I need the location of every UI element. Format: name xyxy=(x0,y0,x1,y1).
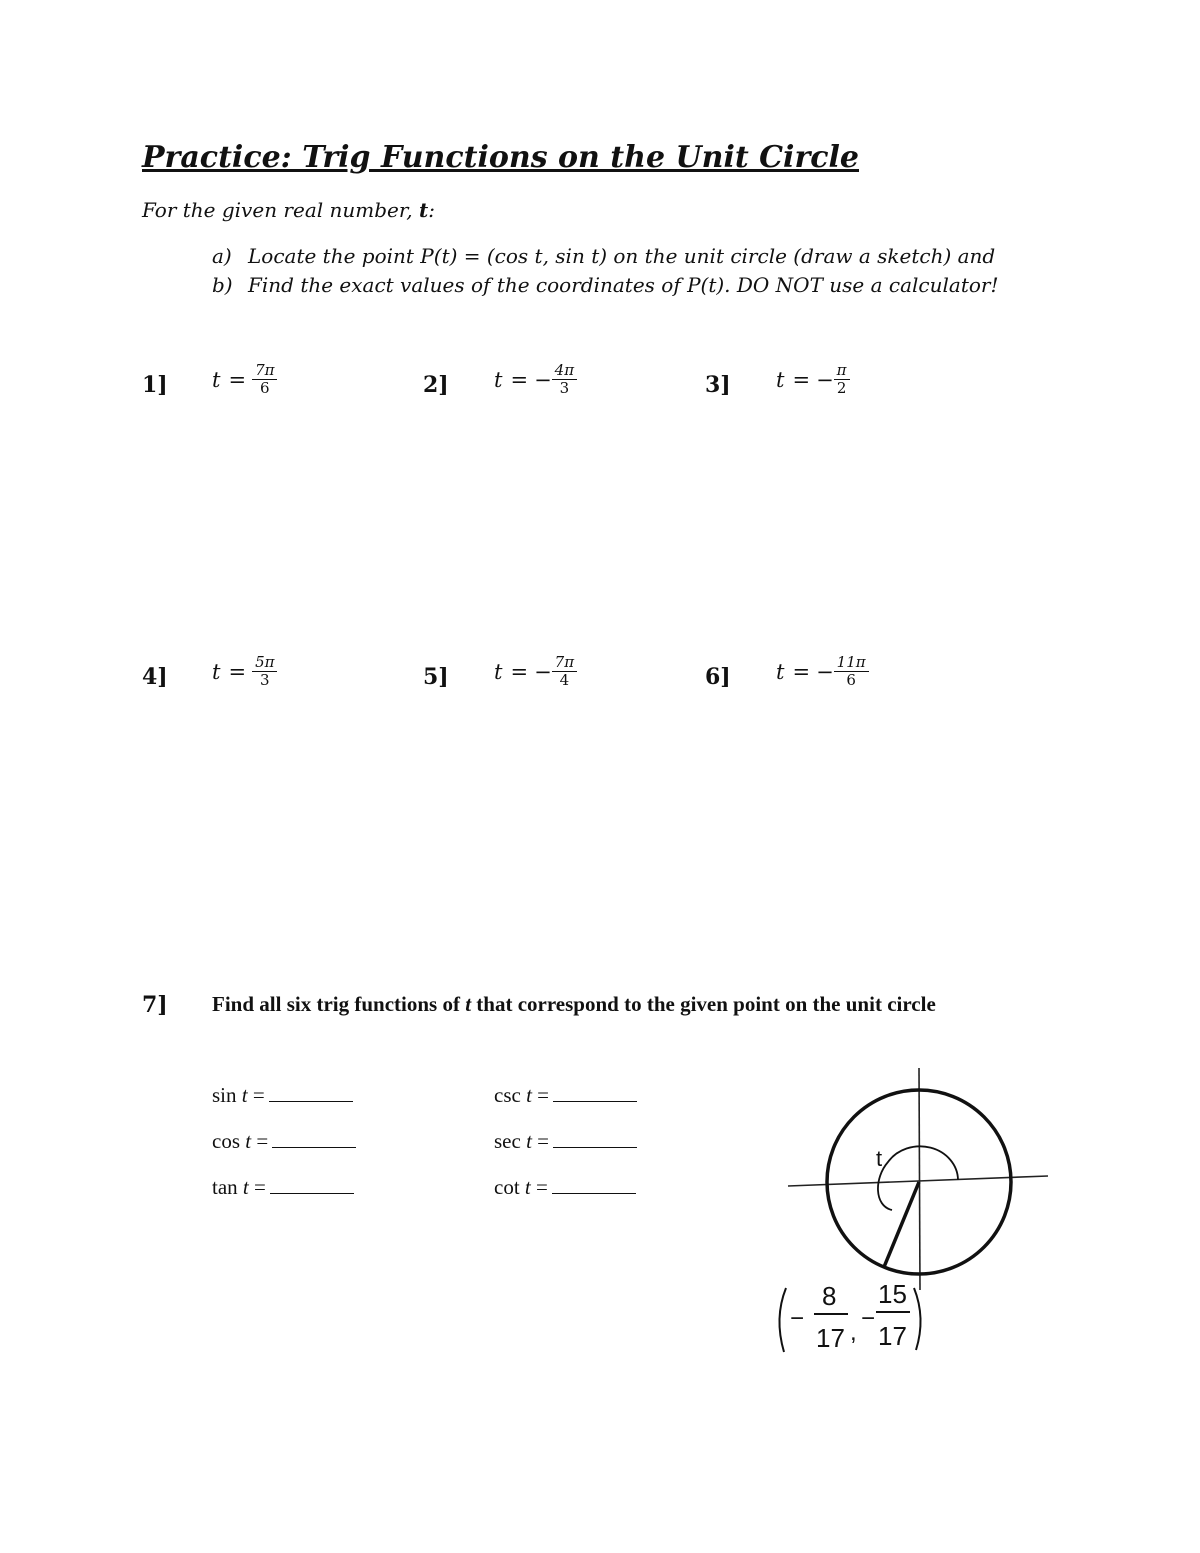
svg-text:15: 15 xyxy=(878,1279,907,1309)
cos-answer: cos t = xyxy=(212,1129,356,1154)
svg-text:−: − xyxy=(861,1305,876,1332)
terminal-side xyxy=(884,1182,919,1267)
problem-expression: t = $\frac{7\pi}{6}$ xyxy=(212,362,277,397)
problem-number: 3] xyxy=(705,372,731,398)
answer-blank[interactable] xyxy=(272,1133,356,1148)
svg-text:17: 17 xyxy=(816,1323,845,1353)
problem-number: 5] xyxy=(423,664,449,690)
problem-expression: t = − $\frac{11\pi}{6}$ xyxy=(776,654,869,689)
intro-text: For the given real number, t: xyxy=(142,198,435,222)
y-axis xyxy=(919,1068,920,1290)
problem-expression: t = − $\frac{\pi}{2}$ xyxy=(776,362,850,397)
answer-blank[interactable] xyxy=(270,1179,354,1194)
point-label xyxy=(779,1279,920,1353)
problem-number: 4] xyxy=(142,664,168,690)
sec-answer: sec t = xyxy=(494,1129,637,1154)
unit-circle-figure xyxy=(770,1060,1060,1360)
svg-text:17: 17 xyxy=(878,1321,907,1351)
tan-answer: tan t = xyxy=(212,1175,354,1200)
problem-expression: t = − $\frac{7\pi}{4}$ xyxy=(494,654,577,689)
instruction-a: a) Locate the point P(t) = (cos t, sin t) on the unit circle (draw a sketch) and xyxy=(212,244,996,268)
problem-number: 7] xyxy=(142,992,168,1018)
problem-expression: t = − $\frac{4\pi}{3}$ xyxy=(494,362,577,397)
problem-number: 1] xyxy=(142,372,168,398)
problem-number: 6] xyxy=(705,664,731,690)
svg-text:−: − xyxy=(790,1305,805,1332)
svg-text:8: 8 xyxy=(822,1281,837,1311)
answer-blank[interactable] xyxy=(552,1179,636,1194)
problem-number: 2] xyxy=(423,372,449,398)
question7-text: Find all six trig functions of t that correspond to the given point on the unit circle xyxy=(212,992,936,1016)
cot-answer: cot t = xyxy=(494,1175,636,1200)
answer-blank[interactable] xyxy=(553,1087,637,1102)
angle-label: t xyxy=(876,1146,883,1171)
answer-blank[interactable] xyxy=(269,1087,353,1102)
sin-answer: sin t = xyxy=(212,1083,353,1108)
angle-arc xyxy=(878,1146,958,1210)
svg-text:,: , xyxy=(850,1319,857,1346)
answer-blank[interactable] xyxy=(553,1133,637,1148)
csc-answer: csc t = xyxy=(494,1083,637,1108)
problem-expression: t = $\frac{5\pi}{3}$ xyxy=(212,654,277,689)
instruction-b: b) Find the exact values of the coordinates of P(t). DO NOT use a calculator! xyxy=(212,273,999,297)
page-title: Practice: Trig Functions on the Unit Circle xyxy=(142,140,859,175)
